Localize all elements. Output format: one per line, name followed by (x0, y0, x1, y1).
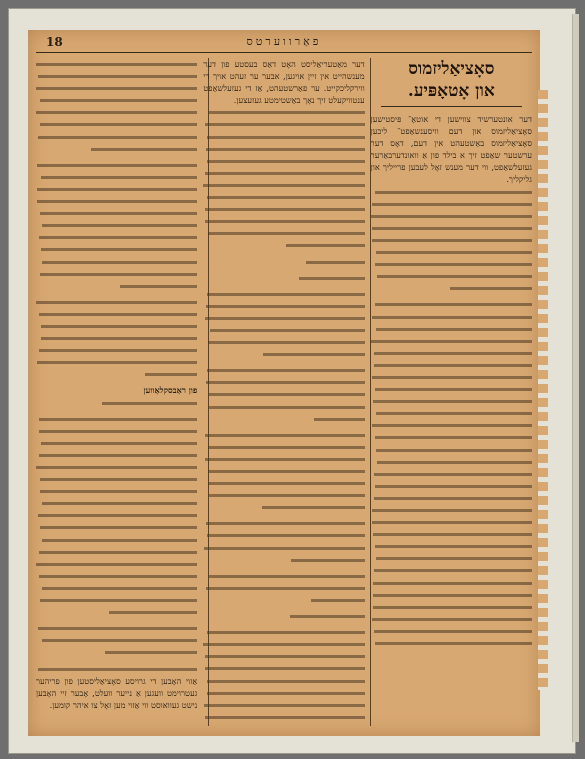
text-block (36, 397, 197, 675)
text-line (371, 564, 532, 576)
text-line (371, 258, 532, 270)
column-right (371, 58, 532, 726)
column-middle (203, 58, 364, 726)
text-line (36, 558, 197, 570)
text-line (203, 570, 364, 582)
text-line (203, 453, 364, 465)
newspaper-page (28, 30, 540, 736)
text-line (371, 282, 532, 294)
text-line (36, 594, 197, 606)
text-line (203, 272, 364, 284)
text-line (371, 407, 532, 419)
text-line (203, 312, 364, 324)
text-line (203, 626, 364, 638)
text-line (203, 191, 364, 203)
text-line (203, 501, 364, 513)
text-line (203, 517, 364, 529)
text-line (371, 347, 532, 359)
text-line (203, 364, 364, 376)
text-line (371, 210, 532, 222)
text-line (36, 256, 197, 268)
text-line (36, 219, 197, 231)
text-line (371, 528, 532, 540)
text-line (203, 388, 364, 400)
text-line (371, 186, 532, 198)
text-line (36, 356, 197, 368)
text-line (371, 504, 532, 516)
text-line (371, 492, 532, 504)
text-line (203, 687, 364, 699)
text-line (203, 441, 364, 453)
text-line (203, 179, 364, 191)
text-line (36, 368, 197, 380)
text-line (36, 118, 197, 130)
text-line (36, 183, 197, 195)
text-line (203, 594, 364, 606)
text-line (203, 348, 364, 360)
text-line (36, 397, 197, 409)
text-line (36, 70, 197, 82)
text-line (371, 359, 532, 371)
text-line (203, 215, 364, 227)
text-line (203, 239, 364, 251)
page-header (36, 34, 532, 53)
text-line (203, 582, 364, 594)
text-line (36, 296, 197, 308)
text-line (371, 468, 532, 480)
text-line (203, 477, 364, 489)
text-line (203, 542, 364, 554)
article-opening-text: דער אונטערשיד צווישען די אוטאָ־ פּיסטישען סאָציאַליזמוס און דעם וויסענשאַפט־ ליכען סאָציאַליזמוס באַשטעהט אין דעם, דאָס דער ערשטער שאַפט זיך א בילד פון אַ וואונדערבאַרער געזעלשאַפט, ווי דער מענש זאָל לעבען פרייליך און גליקליך. (370, 114, 532, 185)
text-line (203, 203, 364, 215)
text-line (203, 554, 364, 566)
text-line (36, 509, 197, 521)
title-divider (381, 106, 522, 107)
text-line (36, 546, 197, 558)
text-line (36, 634, 197, 646)
text-line (371, 222, 532, 234)
text-line (36, 485, 197, 497)
text-block (371, 186, 532, 650)
text-line (371, 431, 532, 443)
binder-edge (572, 14, 579, 742)
text-line (203, 131, 364, 143)
text-line (36, 437, 197, 449)
article-title-line2: און אָטאָפּיע. (407, 81, 495, 101)
text-line (203, 429, 364, 441)
text-line (371, 540, 532, 552)
text-line (371, 198, 532, 210)
text-line (203, 256, 364, 268)
text-line (203, 675, 364, 687)
text-line (36, 461, 197, 473)
text-line (36, 413, 197, 425)
text-line (36, 497, 197, 509)
text-line (36, 143, 197, 155)
text-line (36, 332, 197, 344)
article-title-line1: סאָציאַליזמוס (408, 59, 495, 79)
text-line (371, 637, 532, 649)
text-block (203, 106, 364, 726)
text-line (36, 106, 197, 118)
text-line (36, 94, 197, 106)
text-line (36, 473, 197, 485)
text-line (203, 662, 364, 674)
text-line (203, 723, 364, 726)
text-line (36, 606, 197, 618)
text-line (371, 395, 532, 407)
text-line (36, 268, 197, 280)
text-line (36, 570, 197, 582)
text-line (203, 699, 364, 711)
text-line (371, 298, 532, 310)
text-line (36, 344, 197, 356)
text-line (203, 288, 364, 300)
text-line (203, 610, 364, 622)
text-line (203, 529, 364, 541)
text-line (36, 449, 197, 461)
article-middle-text: דער מאַטעריאַליסט האָט דאַס בעסטע פון דער מענשהייט אין זיין אויגען, אבער ער זעהט אויך די ווירקליכקייט. ער פאַרשטעהט, אַז די געזעלשאַפט ענטוויקעלט זיך נאָך באַשטימטע געזעצען. (203, 59, 365, 106)
text-line (36, 308, 197, 320)
text-line (371, 270, 532, 282)
text-line (371, 383, 532, 395)
text-line (203, 300, 364, 312)
text-line (371, 577, 532, 589)
text-line (36, 425, 197, 437)
text-line (36, 159, 197, 171)
text-line (36, 622, 197, 634)
text-line (203, 143, 364, 155)
text-line (371, 625, 532, 637)
running-title: פאַרווערטס (246, 35, 322, 48)
text-line (371, 311, 532, 323)
text-line (203, 711, 364, 723)
text-line (203, 155, 364, 167)
text-line (203, 227, 364, 239)
text-line (203, 167, 364, 179)
text-line (203, 106, 364, 118)
text-line (371, 444, 532, 456)
text-line (36, 646, 197, 658)
article-title (371, 58, 532, 107)
text-line (371, 419, 532, 431)
article-columns (36, 58, 532, 726)
text-line (203, 489, 364, 501)
article-closing-text: אַזוי האָבען די גרויסע סאָציאַליסטען פון פריהער געטרוימט וועגען אַ נייער וועלט, אָבער זיי האָבען נישט געוואוסט ווי אַזוי מען זאָל צו איהר קומען. (36, 675, 198, 710)
text-line (371, 234, 532, 246)
text-line (371, 516, 532, 528)
page-number: 18 (46, 35, 63, 49)
text-line (371, 613, 532, 625)
text-line (371, 456, 532, 468)
text-line (203, 650, 364, 662)
text-line (36, 82, 197, 94)
text-line (371, 246, 532, 258)
text-line (36, 195, 197, 207)
text-line (203, 324, 364, 336)
text-line (36, 320, 197, 332)
text-line (371, 371, 532, 383)
text-line (36, 231, 197, 243)
text-line (371, 589, 532, 601)
text-line (36, 582, 197, 594)
text-line (203, 336, 364, 348)
text-line (371, 335, 532, 347)
column-left (36, 58, 197, 726)
text-line (371, 480, 532, 492)
text-line (371, 323, 532, 335)
text-line (36, 534, 197, 546)
text-line (36, 58, 197, 70)
text-line (203, 413, 364, 425)
text-line (203, 376, 364, 388)
text-line (36, 280, 197, 292)
text-line (203, 118, 364, 130)
text-line (36, 243, 197, 255)
text-line (371, 601, 532, 613)
text-line (203, 638, 364, 650)
text-line (36, 663, 197, 675)
text-line (36, 207, 197, 219)
text-line (203, 401, 364, 413)
text-line (36, 521, 197, 533)
text-line (36, 171, 197, 183)
text-line (36, 131, 197, 143)
text-line (371, 552, 532, 564)
bold-phrase: פון ראַבסקלאַווען (143, 385, 198, 396)
text-block (36, 58, 197, 384)
text-line (203, 465, 364, 477)
